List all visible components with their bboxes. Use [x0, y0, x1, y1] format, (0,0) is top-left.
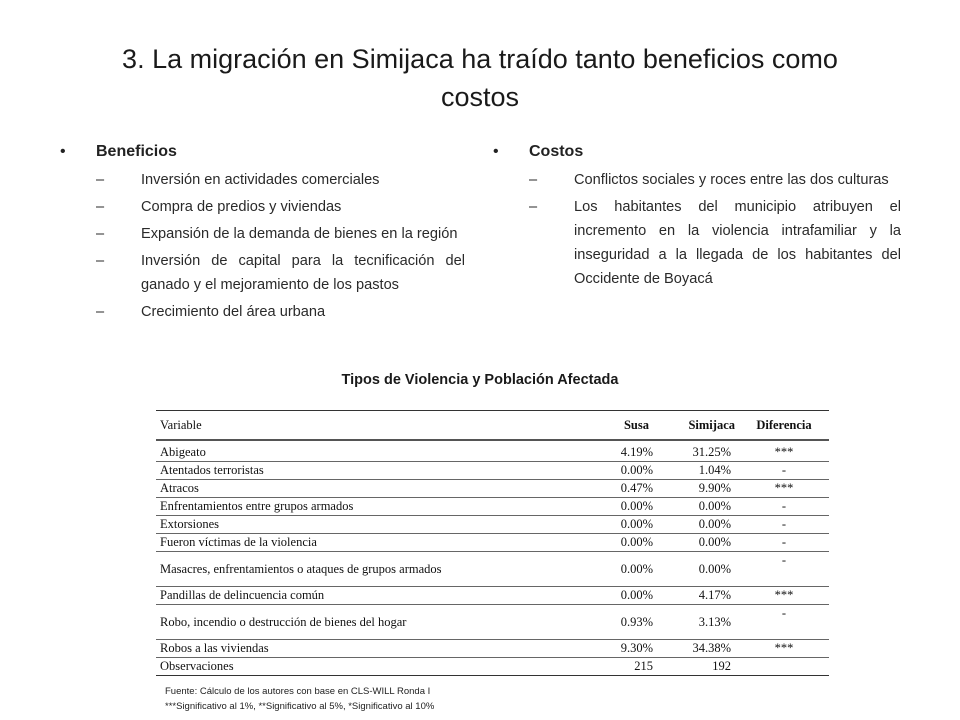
cell-diferencia: -: [781, 463, 787, 477]
list-item: [96, 300, 465, 324]
list-item-text: Inversión en actividades comerciales: [141, 172, 380, 188]
cell-variable: Atentados terroristas: [160, 463, 264, 477]
slide-title: [60, 40, 900, 116]
cell-simijaca: 3.13%: [698, 614, 731, 629]
cell-susa: 0.00%: [620, 517, 653, 531]
dash-icon: –: [96, 199, 105, 215]
cell-simijaca: 0.00%: [698, 499, 731, 513]
cell-susa: 0.00%: [620, 499, 653, 513]
cell-diferencia: ***: [774, 481, 794, 495]
costos-heading-label: Costos: [529, 143, 584, 160]
table-row: [156, 444, 829, 462]
costos-column: [493, 140, 901, 294]
bullet-icon: •: [60, 143, 66, 160]
cell-susa: 215: [634, 659, 653, 673]
header-susa: Susa: [623, 417, 649, 432]
cell-diferencia: -: [781, 553, 787, 567]
beneficios-heading-label: Beneficios: [96, 143, 177, 160]
cell-simijaca: 0.00%: [698, 517, 731, 531]
list-item: [96, 222, 465, 246]
cell-variable: Masacres, enfrentamientos o ataques de grupos armados: [160, 561, 442, 576]
cell-diferencia: -: [781, 535, 787, 549]
list-item-text: Los habitantes del municipio atribuyen el incremento en la violencia intrafamiliar y la inseguridad a la llegada de los habitantes del Occidente de Boyacá: [574, 199, 901, 287]
cell-simijaca: 1.04%: [698, 463, 731, 477]
cell-susa: 0.00%: [620, 463, 653, 477]
dash-icon: –: [96, 304, 105, 320]
list-item: [96, 249, 465, 297]
cell-simijaca: 34.38%: [692, 641, 731, 655]
table-row: [156, 552, 829, 587]
list-item-text: Expansión de la demanda de bienes en la región: [141, 226, 458, 242]
costos-list: [493, 168, 901, 291]
table-row: [156, 587, 829, 605]
table-caption: Tipos de Violencia y Población Afectada: [341, 372, 619, 388]
dash-icon: –: [96, 253, 105, 269]
cell-susa: 0.00%: [620, 588, 653, 602]
cell-diferencia: -: [781, 499, 787, 513]
cell-susa: 0.00%: [620, 535, 653, 549]
list-item: [96, 168, 465, 192]
header-diferencia: Diferencia: [756, 417, 812, 432]
cell-susa: 0.00%: [620, 561, 653, 576]
slide-title-line-1: 3. La migración en Simijaca ha traído tanto beneficios como: [122, 44, 838, 74]
list-item-text: Inversión de capital para la tecnificación del ganado y el mejoramiento de los pastos: [141, 253, 465, 293]
dash-icon: –: [529, 199, 538, 215]
table-row: [156, 534, 829, 552]
cell-diferencia: ***: [774, 641, 794, 655]
table-source-note: Fuente: Cálculo de los autores con base en CLS-WILL Ronda I: [165, 686, 431, 697]
bullet-icon: •: [493, 143, 499, 160]
cell-simijaca: 31.25%: [692, 445, 731, 459]
cell-variable: Atracos: [160, 481, 199, 495]
cell-diferencia: ***: [774, 445, 794, 459]
cell-variable: Robos a las viviendas: [160, 641, 269, 655]
table-row: [156, 498, 829, 516]
list-item-text: Crecimiento del área urbana: [141, 304, 326, 320]
table-row: [156, 516, 829, 534]
cell-variable: Pandillas de delincuencia común: [160, 588, 325, 602]
list-item-text: Conflictos sociales y roces entre las dos culturas: [574, 172, 889, 188]
list-item: [96, 195, 465, 219]
cell-susa: 0.47%: [620, 481, 653, 495]
table-header-row: [156, 410, 829, 441]
cell-simijaca: 4.17%: [698, 588, 731, 602]
cell-diferencia: ***: [774, 588, 794, 602]
list-item: [529, 168, 901, 192]
beneficios-column: [60, 140, 465, 327]
dash-icon: –: [96, 172, 105, 188]
table-row: [156, 658, 829, 676]
cell-variable: Extorsiones: [160, 517, 220, 531]
cell-susa: 0.93%: [620, 614, 653, 629]
table-row: [156, 640, 829, 658]
header-variable: Variable: [160, 417, 202, 432]
beneficios-list: [60, 168, 465, 324]
table-row: [156, 480, 829, 498]
list-item-text: Compra de predios y viviendas: [141, 199, 342, 215]
cell-diferencia: -: [781, 606, 787, 620]
cell-diferencia: -: [781, 517, 787, 531]
cell-simijaca: 9.90%: [698, 481, 731, 495]
cell-variable: Observaciones: [160, 659, 234, 673]
cell-susa: 9.30%: [620, 641, 653, 655]
cell-simijaca: 0.00%: [698, 535, 731, 549]
cell-variable: Fueron víctimas de la violencia: [160, 535, 317, 549]
costos-heading: [493, 140, 901, 164]
cell-variable: Enfrentamientos entre grupos armados: [160, 499, 354, 513]
header-simijaca: Simijaca: [688, 417, 735, 432]
cell-variable: Robo, incendio o destrucción de bienes del hogar: [160, 614, 407, 629]
dash-icon: –: [96, 226, 105, 242]
beneficios-heading: [60, 140, 465, 164]
cell-variable: Abigeato: [160, 445, 206, 459]
table-significance-note: ***Significativo al 1%, **Significativo al 5%, *Significativo al 10%: [165, 701, 435, 712]
table-row: [156, 462, 829, 480]
slide-title-line-2: costos: [440, 82, 520, 112]
cell-simijaca: 0.00%: [698, 561, 731, 576]
violence-table: [156, 410, 829, 676]
list-item: [529, 195, 901, 291]
dash-icon: –: [529, 172, 538, 188]
cell-simijaca: 192: [712, 659, 731, 673]
table-body: [156, 444, 829, 676]
table-row: [156, 605, 829, 640]
cell-susa: 4.19%: [620, 445, 653, 459]
